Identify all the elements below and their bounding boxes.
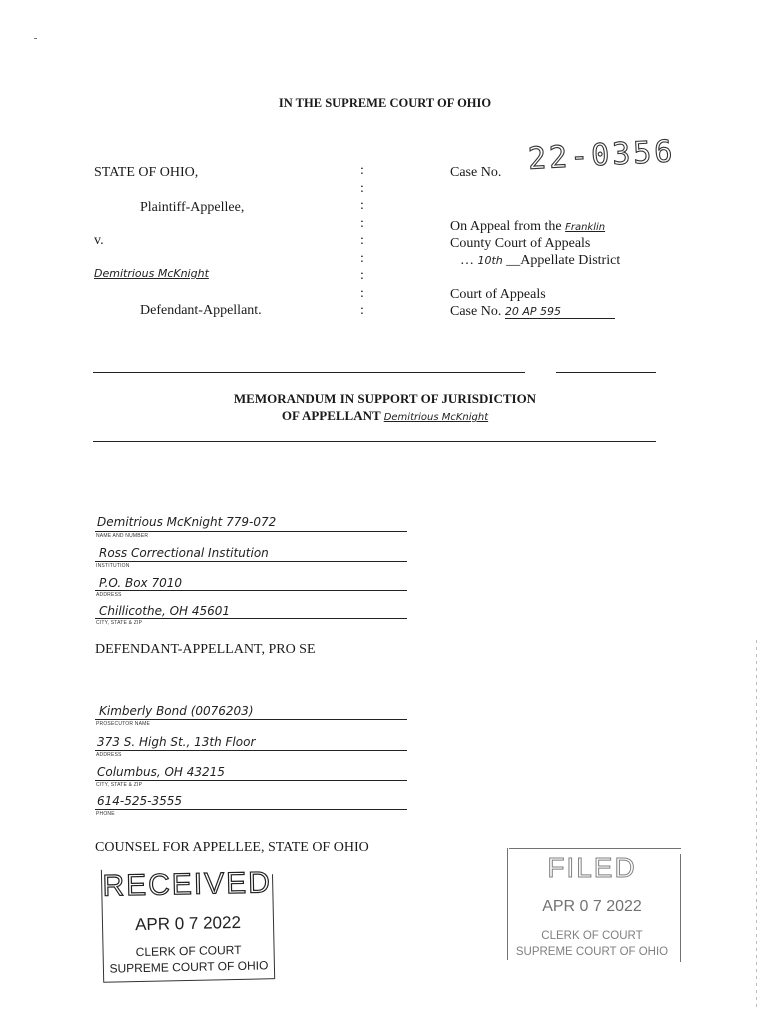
prosecutor-address-value: 373 S. High St., 13th Floor bbox=[97, 735, 256, 749]
coa-case-number-handwritten: 20 AP 595 bbox=[505, 305, 615, 319]
filed-stamp bbox=[503, 848, 681, 968]
caption-separator-right bbox=[556, 372, 656, 373]
filed-stamp-top-border bbox=[509, 848, 681, 849]
received-stamp-court: SUPREME COURT OF OHIO bbox=[109, 958, 269, 976]
appeal-from-label: On Appeal from the bbox=[450, 219, 562, 234]
caption-separator-left bbox=[93, 372, 525, 373]
defendant-caption: DEFENDANT-APPELLANT, PRO SE bbox=[95, 642, 316, 657]
versus-label: v. bbox=[94, 233, 104, 248]
received-stamp-bottom-border bbox=[103, 978, 275, 983]
defendant-institution-label: INSTITUTION bbox=[96, 563, 130, 569]
defendant-role: Defendant-Appellant. bbox=[140, 303, 262, 318]
filed-stamp-clerk: CLERK OF COURT bbox=[541, 930, 643, 942]
filed-stamp-word: FILED bbox=[547, 852, 637, 883]
defendant-institution-line bbox=[95, 561, 407, 562]
defendant-city-line bbox=[95, 618, 407, 619]
scan-speck bbox=[34, 38, 37, 39]
case-number-label: Case No. bbox=[450, 165, 502, 180]
plaintiff-role: Plaintiff-Appellee, bbox=[140, 200, 245, 215]
memo-heading-line1: MEMORANDUM IN SUPPORT OF JURISDICTION bbox=[233, 391, 537, 406]
prosecutor-city-line bbox=[95, 780, 407, 781]
prosecutor-name-value: Kimberly Bond (0076203) bbox=[99, 704, 254, 718]
defendant-institution-value: Ross Correctional Institution bbox=[99, 546, 269, 560]
coa-case-label: Case No. bbox=[450, 304, 502, 319]
county-handwritten: Franklin bbox=[565, 222, 606, 233]
memo-appellant-label: OF APPELLANT bbox=[281, 408, 381, 423]
memo-appellant-name-handwritten: Demitrious McKnight bbox=[383, 412, 489, 423]
prosecutor-caption: COUNSEL FOR APPELLEE, STATE OF OHIO bbox=[95, 840, 369, 855]
appeal-from-line bbox=[450, 219, 605, 235]
filed-stamp-date: APR 0 7 2022 bbox=[542, 898, 642, 915]
received-stamp-date: APR 0 7 2022 bbox=[134, 912, 242, 935]
received-stamp-clerk: CLERK OF COURT bbox=[135, 942, 242, 960]
plaintiff-name: STATE OF OHIO, bbox=[94, 165, 199, 180]
defendant-address-value: P.O. Box 7010 bbox=[99, 576, 183, 590]
court-title: IN THE SUPREME COURT OF OHIO bbox=[278, 96, 492, 110]
defendant-city-label: CITY, STATE & ZIP bbox=[96, 620, 143, 626]
memo-separator bbox=[93, 441, 656, 442]
defendant-name-line bbox=[95, 531, 407, 532]
district-handwritten: 10th bbox=[477, 254, 503, 267]
defendant-name-number-value: Demitrious McKnight 779-072 bbox=[97, 515, 277, 529]
district-line: … 10th __Appellate District bbox=[460, 253, 621, 268]
coa-label: Court of Appeals bbox=[450, 287, 546, 302]
received-stamp bbox=[101, 860, 276, 986]
case-number-stamped: 22-0356 bbox=[527, 134, 677, 177]
prosecutor-address-label: ADDRESS bbox=[96, 752, 122, 758]
caption-colon-column: : : : : : : : : : bbox=[360, 163, 364, 318]
prosecutor-phone-label: PHONE bbox=[96, 811, 115, 817]
prosecutor-city-label: CITY, STATE & ZIP bbox=[96, 782, 143, 788]
defendant-address-line bbox=[95, 590, 407, 591]
district-suffix: Appellate District bbox=[520, 253, 621, 268]
prosecutor-name-label: PROSECUTOR NAME bbox=[96, 721, 151, 727]
defendant-address-label: ADDRESS bbox=[96, 592, 122, 598]
county-court-line: County Court of Appeals bbox=[450, 236, 591, 251]
defendant-name-handwritten: Demitrious McKnight bbox=[94, 267, 209, 280]
prosecutor-phone-line bbox=[95, 809, 407, 810]
prosecutor-address-line bbox=[95, 750, 407, 751]
prosecutor-city-value: Columbus, OH 43215 bbox=[97, 765, 225, 779]
received-stamp-word: RECEIVED bbox=[102, 866, 273, 903]
defendant-name-number-label: NAME AND NUMBER bbox=[96, 533, 149, 539]
defendant-city-value: Chillicothe, OH 45601 bbox=[99, 604, 231, 618]
coa-case-line bbox=[450, 304, 615, 320]
scan-edge-right bbox=[756, 640, 757, 1010]
memo-heading-line2 bbox=[0, 408, 770, 424]
prosecutor-phone-value: 614-525-3555 bbox=[97, 794, 183, 808]
filed-stamp-court: SUPREME COURT OF OHIO bbox=[515, 946, 669, 958]
prosecutor-name-line bbox=[95, 719, 407, 720]
